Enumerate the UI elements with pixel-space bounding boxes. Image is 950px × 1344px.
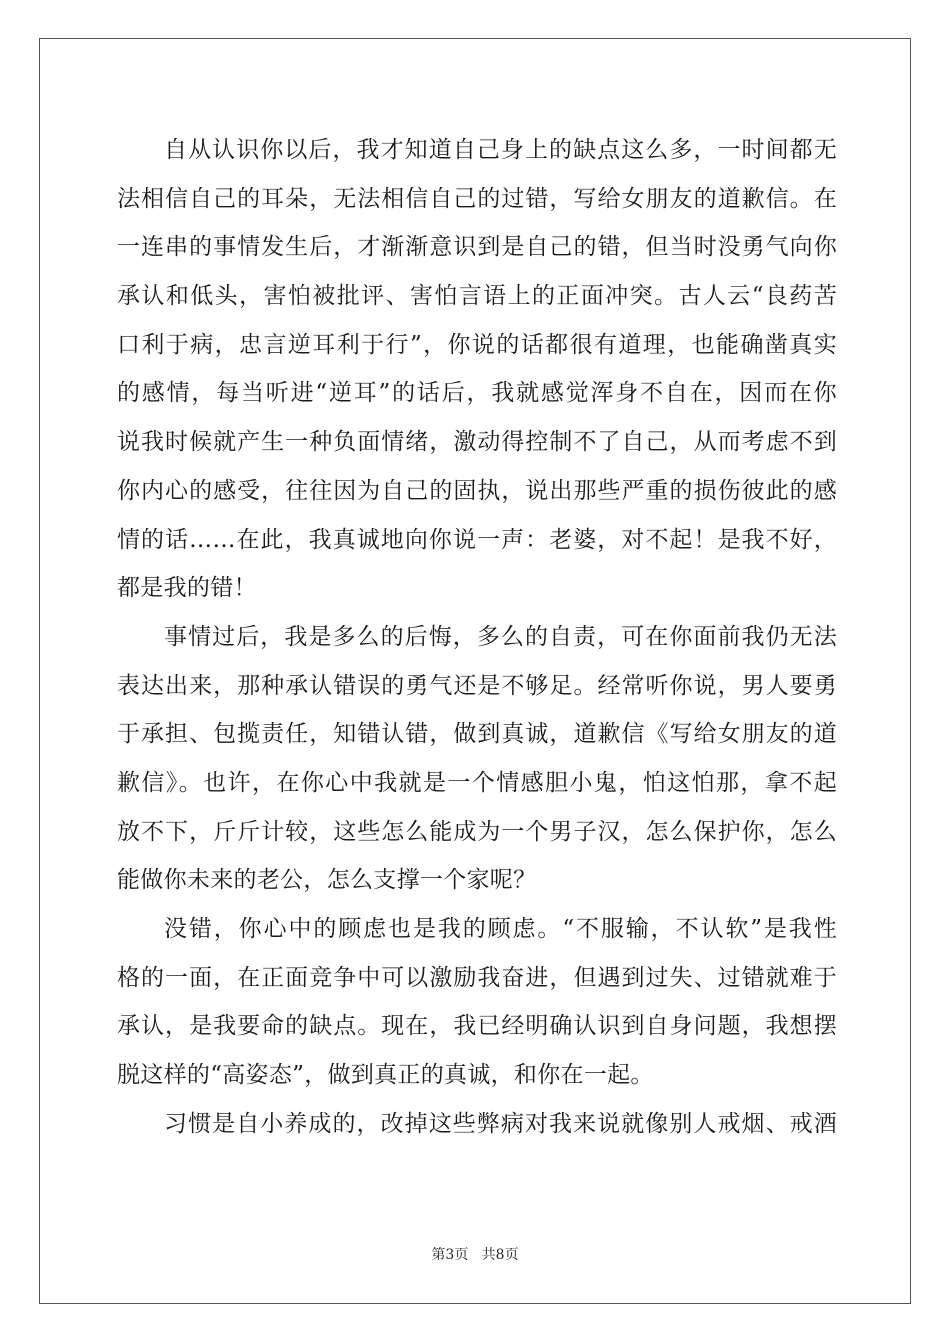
paragraph <box>117 613 837 905</box>
page-number-footer: 第3页 共8页 <box>431 1247 519 1263</box>
text-line: 都是我的错！ <box>117 575 257 602</box>
text-line: 能做你未来的老公，怎么支撑一个家呢？ <box>117 867 537 894</box>
document-body <box>117 126 837 1148</box>
text-line: 承认和低头，害怕被批评、害怕言语上的正面冲突。古人云“良药苦 <box>117 283 837 310</box>
text-line: 表达出来，那种承认错误的勇气还是不够足。经常听你说，男人要勇 <box>117 672 837 699</box>
text-line: 你内心的感受，往往因为自己的固执，说出那些严重的损伤彼此的感 <box>117 477 837 504</box>
text-line: 一连串的事情发生后，才渐渐意识到是自己的错，但当时没勇气向你 <box>117 234 837 261</box>
paragraph <box>117 1100 837 1149</box>
paragraph <box>117 126 837 613</box>
paragraph <box>117 905 837 1100</box>
text-line: 口利于病，忠言逆耳利于行”，你说的话都很有道理，也能确凿真实 <box>117 331 837 358</box>
text-line: 没错，你心中的顾虑也是我的顾虑。“不服输，不认软”是我性 <box>164 916 837 942</box>
text-line: 脱这样的“高姿态”，做到真正的真诚，和你在一起。 <box>117 1062 654 1089</box>
text-line: 事情过后，我是多么的后悔，多么的自责，可在你面前我仍无法 <box>164 623 837 650</box>
text-line: 说我时候就产生一种负面情绪，激动得控制不了自己，从而考虑不到 <box>117 429 837 456</box>
text-line: 放不下，斤斤计较，这些怎么能成为一个男子汉，怎么保护你，怎么 <box>117 818 837 845</box>
text-line: 格的一面，在正面竞争中可以激励我奋进，但遇到过失、过错就难于 <box>117 964 837 991</box>
text-line: 自从认识你以后，我才知道自己身上的缺点这么多，一时间都无 <box>164 137 837 163</box>
text-line: 法相信自己的耳朵，无法相信自己的过错，写给女朋友的道歉信。在 <box>117 185 837 212</box>
text-line: 歉信》。也许，在你心中我就是一个情感胆小鬼，怕这怕那，拿不起 <box>117 769 837 796</box>
text-line: 习惯是自小养成的，改掉这些弊病对我来说就像别人戒烟、戒酒 <box>164 1110 837 1137</box>
text-line: 情的话……在此，我真诚地向你说一声：老婆，对不起！是我不好， <box>117 526 837 553</box>
text-line: 于承担、包揽责任，知错认错，做到真诚，道歉信《写给女朋友的道 <box>117 721 837 748</box>
text-line: 承认，是我要命的缺点。现在，我已经明确认识到自身问题，我想摆 <box>117 1013 837 1040</box>
text-line: 的感情，每当听进“逆耳”的话后，我就感觉浑身不自在，因而在你 <box>117 380 837 407</box>
